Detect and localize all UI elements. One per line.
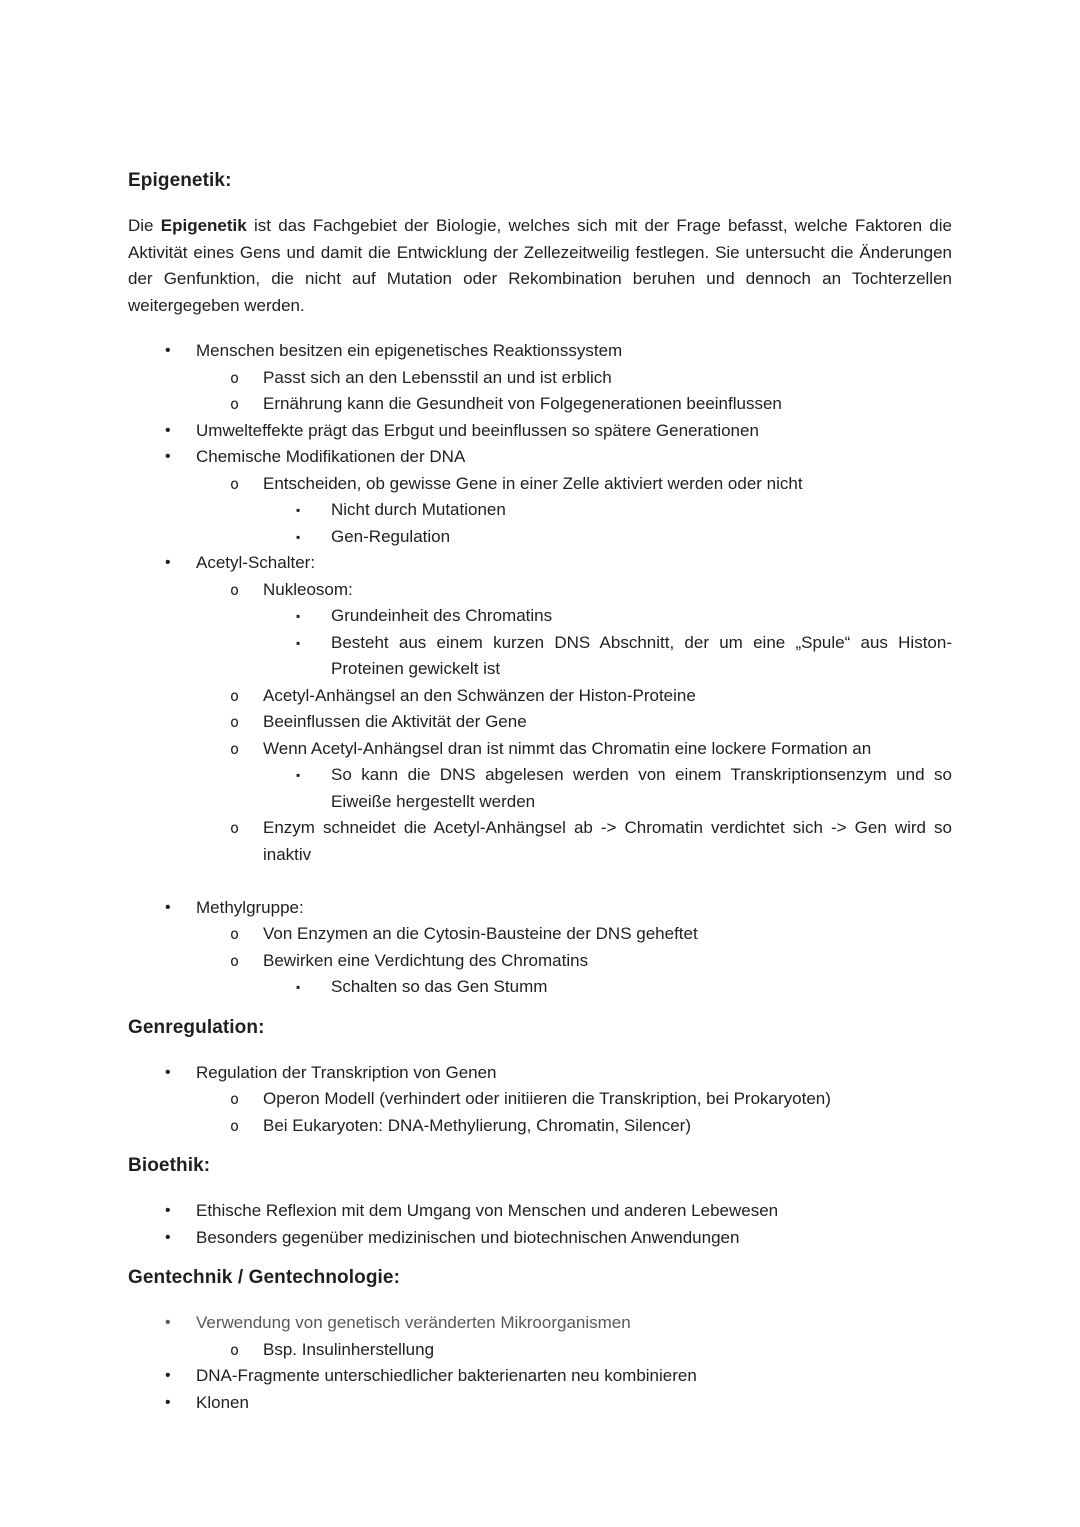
bullet-marker-icon: • <box>165 1314 171 1331</box>
bullet-marker-icon: ▪ <box>296 980 301 994</box>
document-content <box>128 168 952 1416</box>
list-item-text: Passt sich an den Lebensstil an und ist erblich <box>263 367 612 387</box>
bullet-marker-icon: o <box>230 1340 240 1359</box>
list-item-level-3 <box>128 603 952 630</box>
list-item-level-2 <box>128 709 952 736</box>
list-item-level-1 <box>128 1390 952 1417</box>
bullet-list <box>128 1310 952 1416</box>
section-heading: Bioethik: <box>128 1155 211 1176</box>
bold-text-run: Epigenetik <box>160 216 247 235</box>
bullet-marker-icon: o <box>230 580 240 599</box>
list-item-text: Wenn Acetyl-Anhängsel dran ist nimmt das Chromatin eine lockere Formation an <box>263 738 872 758</box>
list-item-level-3 <box>128 762 952 815</box>
list-item-text: Klonen <box>196 1392 249 1412</box>
list-item-text: Bewirken eine Verdichtung des Chromatins <box>263 950 589 970</box>
bullet-marker-icon: • <box>165 448 171 465</box>
list-item-level-2 <box>128 948 952 975</box>
bullet-marker-icon: o <box>230 1090 240 1108</box>
list-item-level-2 <box>128 391 952 418</box>
list-item-level-2 <box>128 1113 952 1140</box>
bullet-marker-icon: o <box>230 1116 240 1135</box>
bullet-marker-icon: • <box>165 1228 171 1246</box>
bullet-marker-icon: ▪ <box>296 529 301 544</box>
list-item-level-1 <box>128 1310 952 1337</box>
list-item-text: Acetyl-Schalter: <box>196 553 316 572</box>
list-item-text: Umwelteffekte prägt das Erbgut und beeinflussen so spätere Generationen <box>196 420 759 440</box>
list-item-text: Schalten so das Gen Stumm <box>331 977 548 996</box>
list-item-level-1 <box>128 550 952 577</box>
bullet-marker-icon: o <box>230 395 240 413</box>
list-item-text: Beeinflussen die Aktivität der Gene <box>263 712 527 731</box>
bullet-marker-icon: • <box>165 1202 171 1219</box>
section-heading: Epigenetik: <box>128 170 232 191</box>
list-item-level-1 <box>128 1060 952 1087</box>
list-item-text: Von Enzymen an die Cytosin-Bausteine der DNS geheftet <box>263 924 698 943</box>
list-item-text: Bsp. Insulinherstellung <box>263 1339 435 1359</box>
list-item-text: Nukleosom: <box>263 579 353 599</box>
bullet-marker-icon: • <box>165 421 171 439</box>
bullet-marker-icon: o <box>230 951 240 970</box>
list-item-level-1 <box>128 1198 952 1225</box>
list-item-level-1 <box>128 418 952 445</box>
bullet-marker-icon: o <box>230 819 240 837</box>
bullet-marker-icon: o <box>230 713 240 731</box>
bullet-marker-icon: o <box>230 925 240 943</box>
list-item-text: Acetyl-Anhängsel an den Schwänzen der Histon-Proteine <box>263 685 696 705</box>
text-run: Die <box>128 216 161 235</box>
list-item-text: Enzym schneidet die Acetyl-Anhängsel ab -> Chromatin verdichtet sich -> Gen wird so inaktiv <box>263 818 952 864</box>
bullet-marker-icon: ▪ <box>296 609 301 623</box>
list-item-text: Gen-Regulation <box>331 526 451 546</box>
list-item-level-2 <box>128 1337 952 1364</box>
list-item-level-3 <box>128 497 952 524</box>
list-item-text: Ernährung kann die Gesundheit von Folgegenerationen beeinflussen <box>263 394 782 413</box>
bullet-marker-icon: o <box>230 474 240 493</box>
bullet-marker-icon: ▪ <box>296 768 301 782</box>
section-heading: Genregulation: <box>128 1016 265 1038</box>
bullet-marker-icon: • <box>165 1063 171 1081</box>
list-item-text: DNA-Fragmente unterschiedlicher bakterienarten neu kombinieren <box>196 1366 697 1385</box>
bullet-list <box>128 1198 952 1251</box>
list-item-text: Besonders gegenüber medizinischen und biotechnischen Anwendungen <box>196 1227 740 1247</box>
bullet-marker-icon: • <box>165 1367 171 1384</box>
list-item-text: Regulation der Transkription von Genen <box>196 1062 497 1082</box>
list-item-text: Ethische Reflexion mit dem Umgang von Menschen und anderen Lebewesen <box>196 1201 779 1220</box>
list-item-text: Chemische Modifikationen der DNA <box>196 447 466 466</box>
list-item-level-3 <box>128 974 952 1001</box>
list-item-level-2 <box>128 683 952 710</box>
bullet-marker-icon: • <box>165 1393 171 1411</box>
bullet-marker-icon: • <box>165 898 171 916</box>
list-item-level-1 <box>128 444 952 471</box>
list-item-text: Bei Eukaryoten: DNA-Methylierung, Chromatin, Silencer) <box>263 1115 692 1135</box>
list-item-text: Entscheiden, ob gewisse Gene in einer Zelle aktiviert werden oder nicht <box>263 473 803 493</box>
list-item-level-1 <box>128 1225 952 1252</box>
list-item-level-2 <box>128 365 952 392</box>
list-item-text: Besteht aus einem kurzen DNS Abschnitt, der um eine „Spule“ aus Histon-Proteinen gewickelt ist <box>331 632 952 678</box>
list-item-level-3 <box>128 630 952 683</box>
list-item-level-1 <box>128 1363 952 1390</box>
list-item-text: So kann die DNS abgelesen werden von einem Transkriptionsenzym und so Eiweiße hergestellt werden <box>331 765 952 811</box>
bullet-marker-icon: ▪ <box>296 503 301 517</box>
list-item-level-1 <box>128 338 952 365</box>
list-item-level-2 <box>128 736 952 763</box>
bullet-marker-icon: o <box>230 739 240 758</box>
list-item-level-2 <box>128 471 952 498</box>
intro-paragraph <box>128 213 952 319</box>
bullet-marker-icon: o <box>230 686 240 705</box>
list-item-text: Verwendung von genetisch veränderten Mikroorganismen <box>196 1313 631 1332</box>
bullet-marker-icon: • <box>165 554 171 571</box>
list-item-level-3 <box>128 524 952 551</box>
bullet-list <box>128 1060 952 1140</box>
section-heading: Gentechnik / Gentechnologie: <box>128 1267 401 1288</box>
bullet-marker-icon: ▪ <box>296 635 301 650</box>
text-run: ist das Fachgebiet der Biologie, welches sich mit der Frage befasst, welche Faktoren die Aktivität eines Gens und damit die Entwicklung der Zellezeitweilig festlegen. Sie untersucht die Änderungen der Genfunktion, die nicht auf Mutation oder Rekombination beruhen und dennoch an Tochterzellen weitergegeben werden. <box>128 216 952 315</box>
list-item-level-2 <box>128 815 952 868</box>
list-item-level-2 <box>128 577 952 604</box>
list-item-level-2 <box>128 1086 952 1113</box>
list-item-text: Methylgruppe: <box>196 897 304 917</box>
list-item-level-1 <box>128 895 952 922</box>
list-item-level-2 <box>128 921 952 948</box>
list-item-text: Nicht durch Mutationen <box>331 500 506 519</box>
bullet-marker-icon: o <box>230 368 240 387</box>
list-item-text: Menschen besitzen ein epigenetisches Reaktionssystem <box>196 341 623 360</box>
list-item-text: Grundeinheit des Chromatins <box>331 606 553 625</box>
list-item-text: Operon Modell (verhindert oder initiieren die Transkription, bei Prokaryoten) <box>263 1089 831 1108</box>
bullet-list <box>128 338 952 1001</box>
bullet-marker-icon: • <box>165 342 171 359</box>
